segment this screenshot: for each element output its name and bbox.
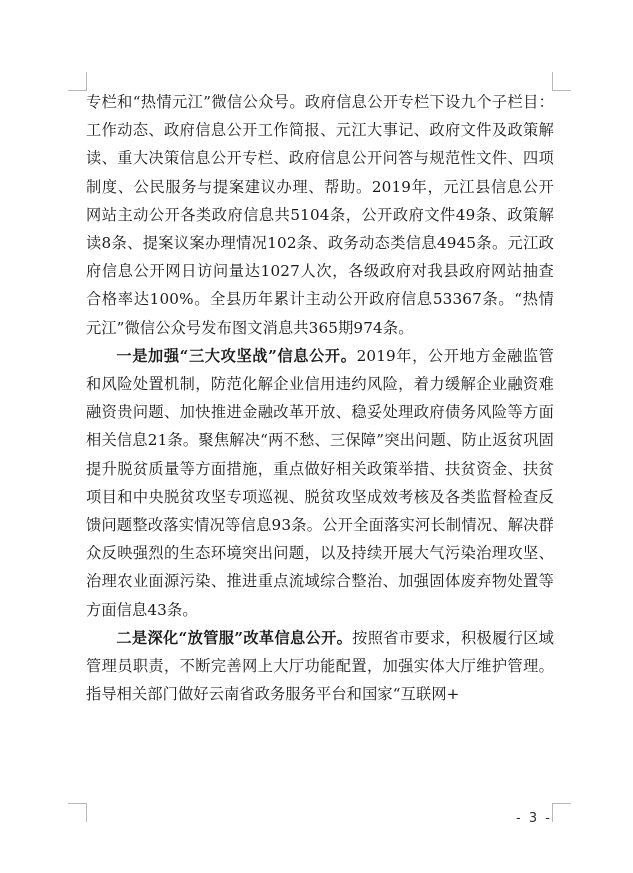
paragraph-heading: 一是加强“三大攻坚战”信息公开。 — [116, 346, 357, 365]
paragraph-three-battles — [86, 342, 554, 624]
paragraph-heading: 二是深化“放管服”改革信息公开。 — [116, 628, 353, 647]
crop-mark-bottom-right — [552, 803, 571, 822]
crop-mark-top-left — [68, 72, 87, 91]
crop-mark-top-right — [552, 72, 571, 91]
page-number: - 3 - — [516, 811, 552, 826]
paragraph-text: 按照省市要求，积极履行区域管理员职责，不断完善网上大厅功能配置，加强实体大厅维护管理。指导相关部门做好云南省政务服务平台和国家“互联网+ — [86, 628, 554, 704]
document-body — [86, 88, 554, 708]
paragraph-text: 专栏和“热情元江”微信公众号。政府信息公开专栏下设九个子栏目：工作动态、政府信息公开工作简报、元江大事记、政府文件及政策解读、重大决策信息公开专栏、政府信息公开问答与规范性文件、四项制度、公民服务与提案建议办理、帮助。2019年，元江县信息公开网站主动公开各类政府信息共5104条，公开政府文件49条、政策解读8条、提案议案办理情况102条、政务动态类信息4945条。元江政府信息公开网日访问量达1027人次，各级政府对我县政府网站抽查合格率达100%。全县历年累计主动公开政府信息53367条。“热情元江”微信公众号发布图文消息共365期974条。 — [86, 93, 554, 337]
paragraph-info-channels — [86, 88, 554, 342]
crop-mark-bottom-left — [68, 803, 87, 822]
paragraph-reform — [86, 624, 554, 709]
paragraph-text: 2019年，公开地方金融监管和风险处置机制，防范化解企业信用违约风险，着力缓解企业融资难融资贵问题、加快推进金融改革开放、稳妥处理政府债务风险等方面相关信息21条。聚焦解决“两不愁、三保障”突出问题、防止返贫巩固提升脱贫质量等方面措施，重点做好相关政策举措、扶贫资金、扶贫项目和中央脱贫攻坚专项巡视、脱贫攻坚成效考核及各类监督检查反馈问题整改落实情况等信息93条。公开全面落实河长制情况、解决群众反映强烈的生态环境突出问题，以及持续开展大气污染治理攻坚、治理农业面源污染、推进重点流域综合整治、加强固体废弃物处置等方面信息43条。 — [86, 346, 554, 619]
